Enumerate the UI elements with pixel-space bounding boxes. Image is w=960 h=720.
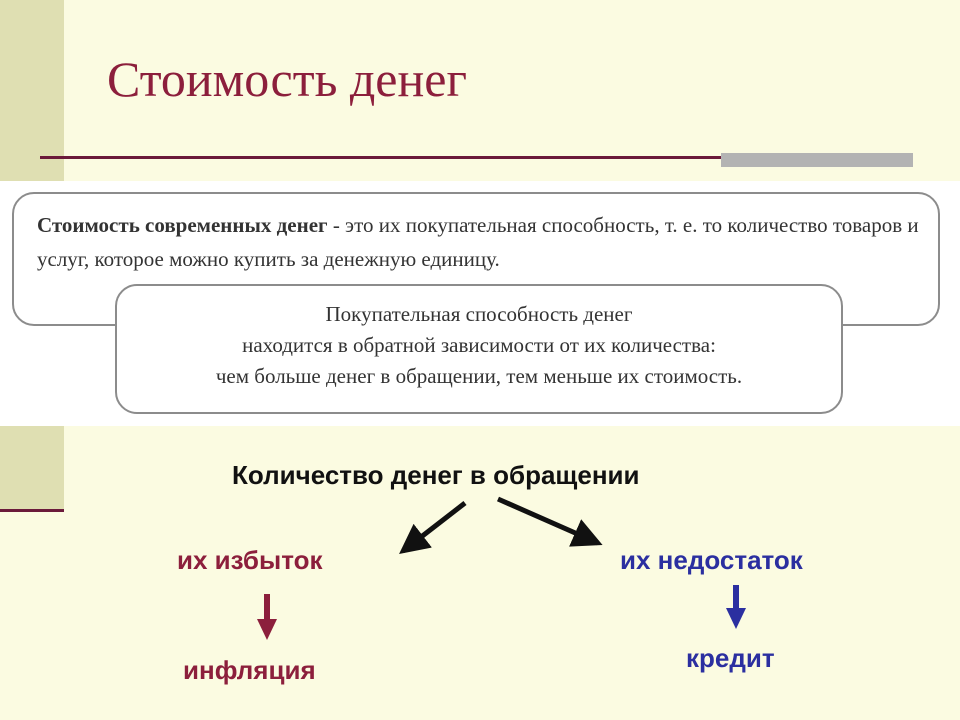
dependency-line-1: Покупательная способность денег xyxy=(325,302,633,326)
arrow-to-excess xyxy=(403,503,465,551)
shortage-node: их недостаток xyxy=(620,545,803,575)
arrow-to-credit xyxy=(726,585,746,629)
dependency-line-2: находится в обратной зависимости от их количества: xyxy=(242,333,716,357)
definition-term: Стоимость современных денег xyxy=(37,213,328,237)
arrow-to-shortage xyxy=(498,499,598,543)
slide-title: Стоимость денег xyxy=(107,51,467,107)
inflation-node: инфляция xyxy=(183,655,316,685)
excess-node: их избыток xyxy=(177,545,323,575)
definition-body: - это их покупательная способность, т. е. то количество товаров и услуг, которое можно купить за денежную единицу. xyxy=(37,213,919,271)
credit-node: кредит xyxy=(686,643,775,673)
dependency-line-3: чем больше денег в обращении, тем меньше их стоимость. xyxy=(215,364,743,388)
money-quantity-node: Количество денег в обращении xyxy=(232,460,640,490)
arrow-to-inflation xyxy=(257,594,277,640)
